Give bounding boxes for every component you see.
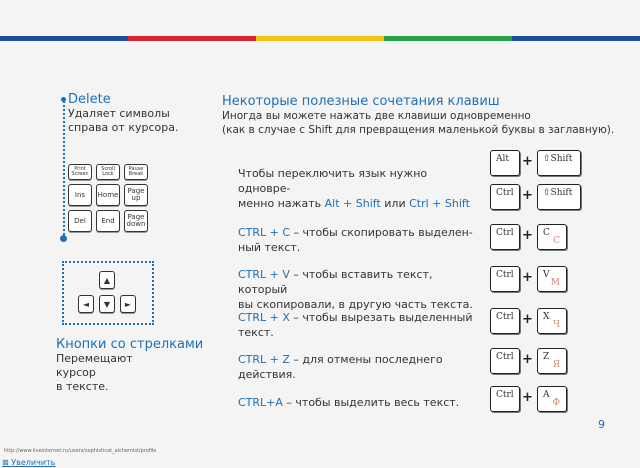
shortcut-highlight: CTRL + Z	[238, 353, 290, 366]
key-end: End	[96, 210, 120, 232]
key-ctrl	[490, 224, 520, 250]
key-home: Home	[96, 184, 120, 206]
key-ctrl	[490, 308, 520, 334]
key-ins: Ins	[68, 184, 92, 206]
shortcut-highlight: Alt + Shift	[324, 197, 381, 210]
shortcut-line: действия.	[238, 368, 296, 381]
shortcut-highlight: Ctrl + Shift	[409, 197, 470, 210]
page-number: 9	[598, 418, 605, 431]
key-label: Z	[543, 352, 550, 362]
plus-sign: +	[522, 352, 533, 367]
key-label: C	[543, 228, 550, 238]
key-shift	[537, 184, 581, 210]
key-page-down: Page down	[124, 210, 148, 232]
color-stripe	[0, 36, 640, 41]
shortcut-text: менно нажать	[238, 197, 325, 210]
key-ctrl	[490, 184, 520, 210]
shortcut-lang-text	[238, 166, 478, 211]
shortcut-line: Чтобы переключить язык нужно одновре-	[238, 167, 428, 195]
stripe-segment	[448, 36, 512, 41]
key-sublabel: Ч	[553, 320, 560, 330]
enlarge-label: Увеличить	[11, 458, 56, 467]
shortcut-line	[238, 352, 478, 367]
shortcut-highlight: CTRL + C	[238, 226, 291, 239]
delete-desc-line: справа от курсора.	[68, 121, 179, 134]
shortcuts-subtitle-line: (как в случае с Shift для превращения маленькой буквы в заглавную).	[222, 124, 615, 136]
delete-title: Delete	[68, 92, 111, 107]
arrow-right-key: ►	[120, 295, 136, 313]
nav-keypad	[68, 164, 148, 232]
key-sublabel: Ф	[552, 398, 560, 408]
connector-line	[63, 98, 65, 238]
shortcut-text: – чтобы скопировать выделен-	[290, 226, 473, 239]
stripe-segment	[0, 36, 64, 41]
key-z	[537, 348, 567, 374]
arrow-left-key: ◄	[78, 295, 94, 313]
arrows-title: Кнопки со стрелками	[56, 337, 204, 352]
key-sublabel: Я	[552, 360, 560, 370]
shortcut-selectall-text	[238, 395, 478, 410]
plus-sign: +	[522, 390, 533, 405]
stripe-segment	[64, 36, 128, 41]
plus-sign: +	[522, 270, 533, 285]
shortcut-line: ный текст.	[238, 241, 301, 254]
key-label: Ctrl	[496, 312, 514, 322]
key-a	[537, 386, 567, 412]
shortcut-line	[238, 310, 478, 325]
plus-sign: +	[522, 228, 533, 243]
key-sublabel: М	[550, 278, 560, 288]
plus-sign: +	[522, 188, 533, 203]
key-ctrl	[490, 386, 520, 412]
zoom-icon: ⊠	[2, 458, 12, 467]
shortcuts-title: Некоторые полезные сочетания клавиш	[222, 94, 500, 109]
footer-url: http://www.liveinternet.ru/users/sophisticat_alchemist/profile	[4, 448, 157, 454]
shortcut-undo-text	[238, 352, 478, 382]
shortcut-text: – чтобы выделить весь текст.	[282, 396, 460, 409]
key-del: Del	[68, 210, 92, 232]
shortcut-line	[238, 395, 478, 410]
shortcut-paste-text	[238, 267, 478, 312]
key-x	[537, 308, 567, 334]
plus-sign: +	[522, 312, 533, 327]
key-label: Ctrl	[496, 352, 514, 362]
arrow-keys-box	[62, 261, 154, 325]
delete-section	[68, 92, 208, 135]
key-page-up: Page up	[124, 184, 148, 206]
key-label: V	[543, 270, 550, 280]
shortcut-line	[238, 196, 478, 211]
key-scroll-lock: Scroll Lock	[96, 164, 120, 180]
stripe-segment	[256, 36, 320, 41]
shortcut-text: – для отмены последнего	[289, 353, 443, 366]
shortcuts-subtitle-line: Иногда вы можете нажать две клавиши одновременно	[222, 110, 531, 122]
arrows-desc-line: Перемещают курсор	[56, 352, 133, 379]
key-c	[537, 224, 567, 250]
key-label: ⇧Shift	[543, 188, 573, 198]
shortcut-text: – чтобы вырезать выделенный	[289, 311, 473, 324]
stripe-segment	[576, 36, 640, 41]
key-label: ⇧Shift	[543, 154, 573, 164]
shortcut-cut-text	[238, 310, 478, 340]
key-pause-break: Pause Break	[124, 164, 148, 180]
shortcut-text: или	[380, 197, 410, 210]
shortcut-highlight: CTRL+A	[238, 396, 283, 409]
key-sublabel: С	[553, 236, 560, 246]
key-alt	[490, 150, 520, 176]
arrow-up-key: ▲	[99, 271, 115, 289]
connector-dot	[60, 235, 67, 242]
key-label: Alt	[496, 154, 509, 164]
stripe-segment	[512, 36, 576, 41]
shortcut-text: – чтобы вставить текст, который	[238, 268, 433, 296]
arrow-down-key: ▼	[99, 295, 115, 313]
key-label: Ctrl	[496, 228, 514, 238]
stripe-segment	[320, 36, 384, 41]
shortcut-line	[238, 267, 478, 297]
shortcuts-header	[222, 94, 622, 137]
key-v	[537, 266, 567, 292]
delete-desc-line: Удаляет символы	[68, 107, 170, 120]
arrows-desc	[56, 352, 176, 394]
stripe-segment	[128, 36, 192, 41]
shortcut-highlight: CTRL + X	[238, 311, 290, 324]
key-label: A	[543, 390, 550, 400]
shortcut-line: вы скопировали, в другую часть текста.	[238, 298, 473, 311]
key-print-screen: Print Screen	[68, 164, 92, 180]
shortcut-line	[238, 225, 478, 240]
key-label: Ctrl	[496, 390, 514, 400]
key-shift	[537, 150, 581, 176]
key-label: Ctrl	[496, 270, 514, 280]
stripe-segment	[192, 36, 256, 41]
stripe-segment	[384, 36, 448, 41]
shortcut-copy-text	[238, 225, 478, 255]
plus-sign: +	[522, 154, 533, 169]
shortcut-line: текст.	[238, 326, 274, 339]
shortcut-highlight: CTRL + V	[238, 268, 290, 281]
key-ctrl	[490, 266, 520, 292]
key-label: X	[543, 312, 550, 322]
key-ctrl	[490, 348, 520, 374]
arrows-desc-line: в тексте.	[56, 380, 109, 393]
key-label: Ctrl	[496, 188, 514, 198]
enlarge-link[interactable]	[2, 458, 55, 467]
